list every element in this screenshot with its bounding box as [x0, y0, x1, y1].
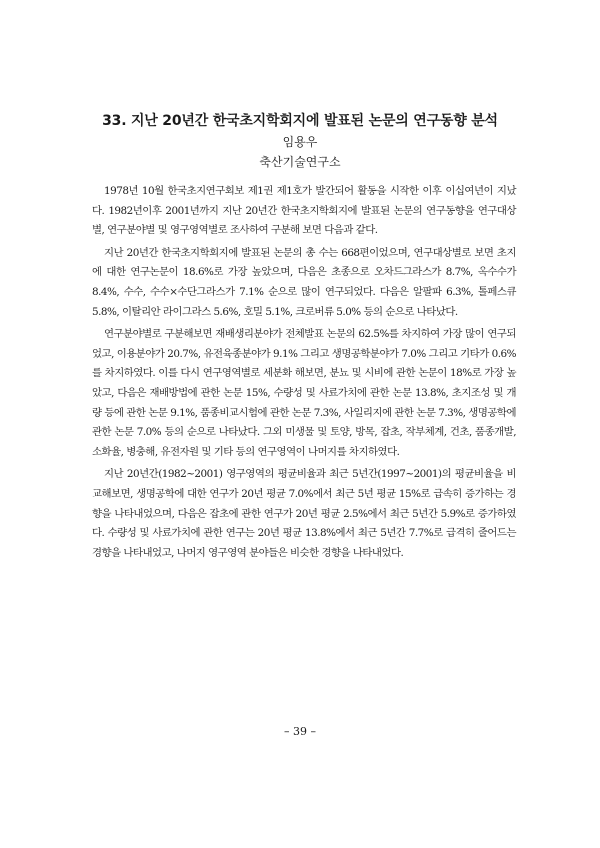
- paragraph-intro: 1978년 10월 한국초지연구회보 제1권 제1호가 발간되어 활동을 시작한 이후 이십여년이 지났다. 1982년이후 2001년까지 지난 20년간 한국초지학회지에 발표된 논문의 연구동향을 연구대상별, 연구분야별 및 영구영역별로 조사하여 구분해 보면 다음과 같다.: [92, 185, 516, 237]
- page-number: – 39 –: [284, 725, 316, 738]
- paragraph-research-targets: 지난 20년간 한국초지학회지에 발표된 논문의 총 수는 668편이었으며, 연구대상별로 보면 초지에 대한 연구논문이 18.6%로 가장 높았으며, 다음은 초종으로 오차드그라스가 8.7%, 옥수수가 8.4%, 수수, 수수×수단그라스가 7.1% 순으로 많이 연구되었다. 다음은 알팔파 6.3%, 톨페스큐 5.8%, 이탈리안 라이그라스 5.6%, 호밀 5.1%, 크로버류 5.0% 등의 순으로 나타났다.: [92, 246, 516, 318]
- author-affiliation: 축산기술연구소: [259, 155, 341, 169]
- article-body: [92, 182, 516, 566]
- paragraph-trend-comparison: 지난 20년간(1982~2001) 영구영역의 평균비율과 최근 5년간(1997~2001)의 평균비율을 비교해보면, 생명공학에 대한 연구가 20년 평균 7.0%에서 최근 5년 평균 15%로 급속히 증가하는 경향을 나타내었으며, 다음은 잡초에 관한 연구가 20년 평균 2.5%에서 최근 5년간 5.9%로 증가하였다. 수량성 및 사료가치에 관한 연구는 20년 평균 13.8%에서 최근 5년간 7.7%로 급격히 줄어드는 경향을 나타내었고, 나머지 영구영역 분야들은 비슷한 경향을 나타내었다.: [92, 468, 516, 559]
- author-name: 임용우: [282, 135, 318, 149]
- paragraph-research-fields: 연구분야별로 구분해보면 재배생리분야가 전체발표 논문의 62.5%를 차지하여 가장 많이 연구되었고, 이용분야가 20.7%, 유전육종분야가 9.1% 그리고 생명공학분야가 7.0% 그리고 기타가 0.6%를 차지하였다. 이를 다시 연구영역별로 세분화 해보면, 분뇨 및 시비에 관한 논문이 18%로 가장 높았고, 다음은 재배방법에 관한 논문 15%, 수량성 및 사료가치에 관한 논문 13.8%, 초지조성 및 개량 등에 관한 논문 9.1%, 품종비교시험에 관한 논문 7.3%, 사일리지에 관한 논문 7.3%, 생명공학에 관한 논문 7.0% 등의 순으로 나타났다. 그외 미생물 및 토양, 방목, 잡초, 작부체계, 건초, 품종개발, 소화율, 병충해, 유전자원 및 기타 등의 연구영역이 나머지를 차지하였다.: [92, 328, 516, 458]
- article-title: 33. 지난 20년간 한국초지학회지에 발표된 논문의 연구동향 분석: [102, 113, 498, 129]
